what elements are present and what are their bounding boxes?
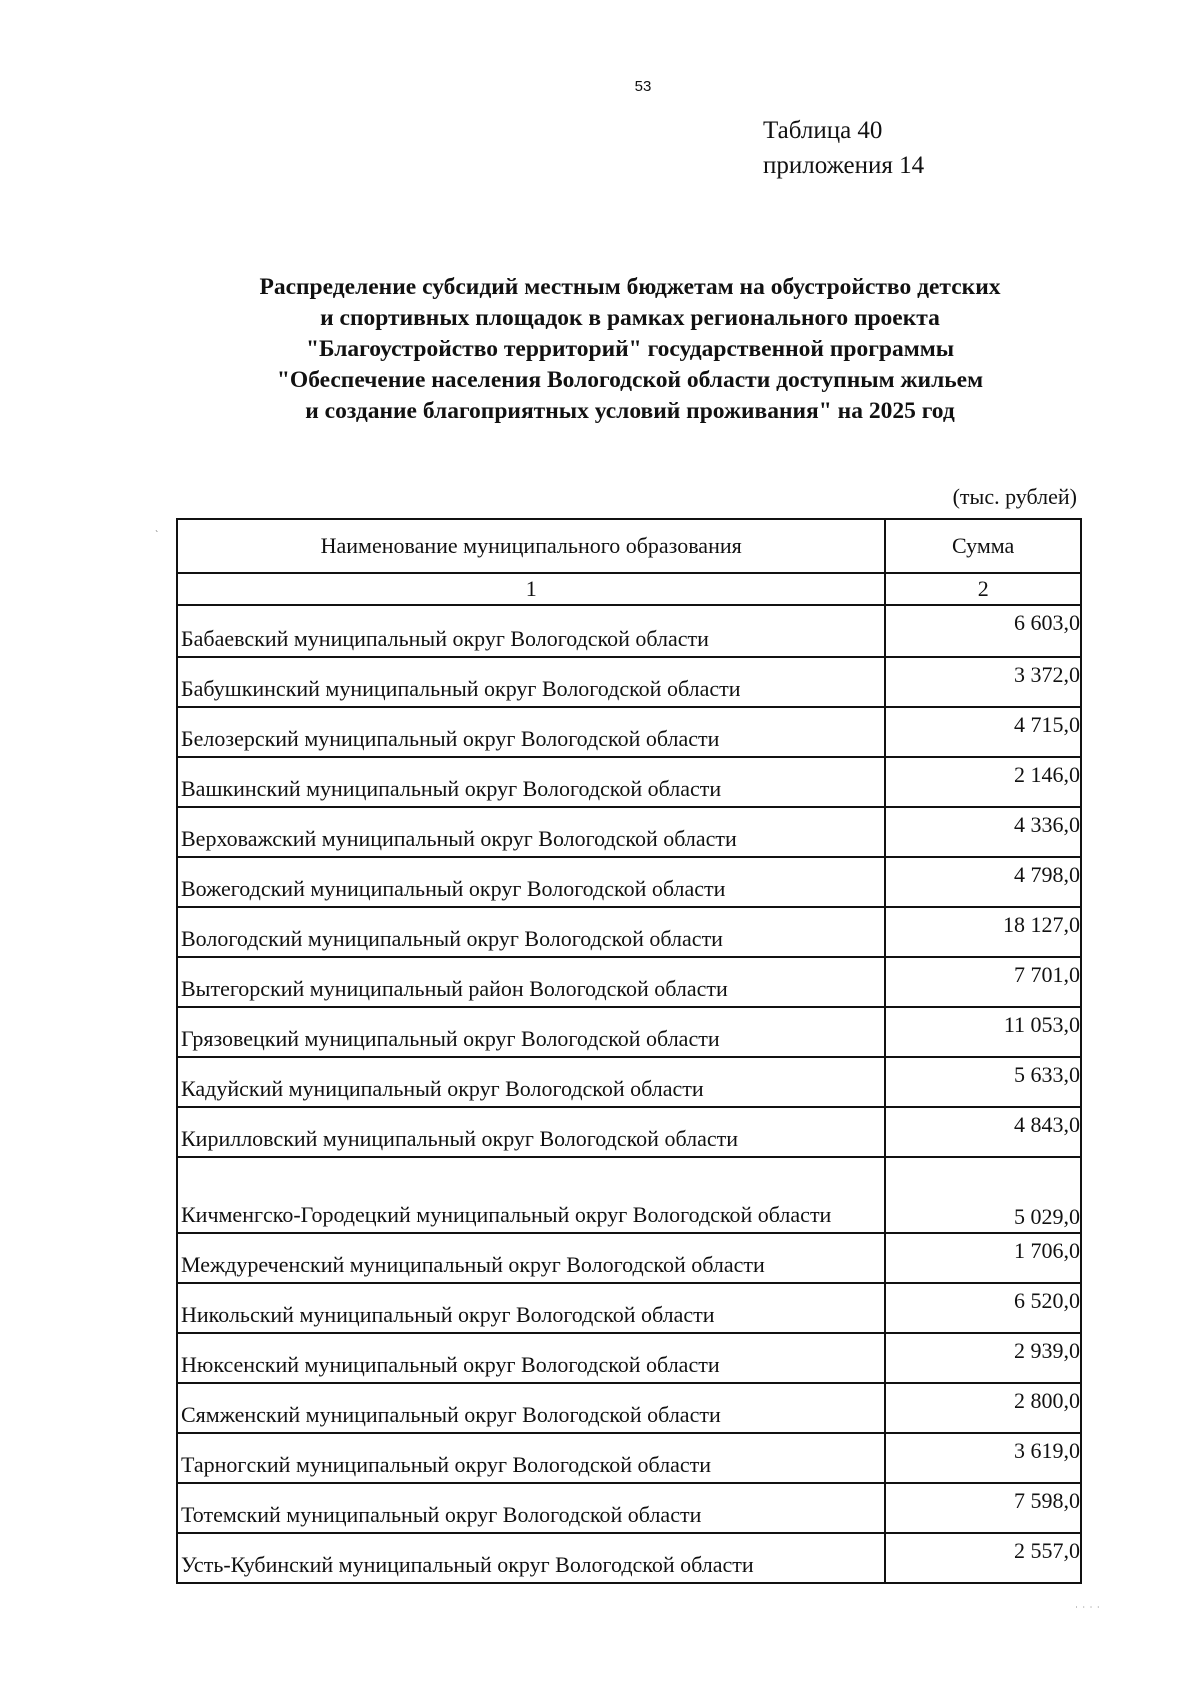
table-reference xyxy=(763,113,924,183)
table-row xyxy=(177,1533,1081,1583)
row-sum: 7 598,0 xyxy=(885,1483,1081,1533)
units-label: (тыс. рублей) xyxy=(952,484,1077,509)
row-name: Вашкинский муниципальный округ Вологодской области xyxy=(177,757,885,807)
row-sum: 5 029,0 xyxy=(885,1157,1081,1233)
row-sum: 6 603,0 xyxy=(885,605,1081,657)
title-line-1: Распределение субсидий местным бюджетам на обустройство детских xyxy=(259,274,1001,300)
table-row xyxy=(177,807,1081,857)
table-row xyxy=(177,707,1081,757)
table-row xyxy=(177,757,1081,807)
table-row xyxy=(177,1433,1081,1483)
row-name: Белозерский муниципальный округ Вологодской области xyxy=(177,707,885,757)
scan-artifact: ˙ ˙ ˙ ˙ xyxy=(1075,1605,1101,1615)
table-row xyxy=(177,1107,1081,1157)
row-name: Вожегодский муниципальный округ Вологодской области xyxy=(177,857,885,907)
row-name: Кадуйский муниципальный округ Вологодской области xyxy=(177,1057,885,1107)
table-row xyxy=(177,907,1081,957)
row-name: Кирилловский муниципальный округ Вологодской области xyxy=(177,1107,885,1157)
row-sum: 18 127,0 xyxy=(885,907,1081,957)
row-sum: 4 336,0 xyxy=(885,807,1081,857)
row-name: Тарногский муниципальный округ Вологодской области xyxy=(177,1433,885,1483)
table-reference-line-2: приложения 14 xyxy=(763,152,925,179)
row-sum: 4 843,0 xyxy=(885,1107,1081,1157)
column-number-row xyxy=(177,573,1081,605)
row-sum: 4 715,0 xyxy=(885,707,1081,757)
row-name: Вытегорский муниципальный район Вологодской области xyxy=(177,957,885,1007)
column-number-2: 2 xyxy=(885,573,1081,605)
row-sum: 1 706,0 xyxy=(885,1233,1081,1283)
table-row xyxy=(177,605,1081,657)
row-sum: 7 701,0 xyxy=(885,957,1081,1007)
table-row xyxy=(177,1383,1081,1433)
table-row xyxy=(177,1007,1081,1057)
table-row xyxy=(177,1283,1081,1333)
page-number: 53 xyxy=(634,78,652,95)
row-sum: 11 053,0 xyxy=(885,1007,1081,1057)
row-name: Никольский муниципальный округ Вологодской области xyxy=(177,1283,885,1333)
row-sum: 6 520,0 xyxy=(885,1283,1081,1333)
title-line-2: и спортивных площадок в рамках регионального проекта xyxy=(320,305,940,331)
header-sum: Сумма xyxy=(885,519,1081,573)
subsidy-table xyxy=(176,518,1082,1584)
table-row xyxy=(177,957,1081,1007)
title-line-4: "Обеспечение населения Вологодской области доступным жильем xyxy=(276,367,984,393)
row-name: Вологодский муниципальный округ Вологодской области xyxy=(177,907,885,957)
row-sum: 3 619,0 xyxy=(885,1433,1081,1483)
row-name: Сямженский муниципальный округ Вологодской области xyxy=(177,1383,885,1433)
column-number-1: 1 xyxy=(177,573,885,605)
row-name: Кичменгско-Городецкий муниципальный округ Вологодской области xyxy=(177,1157,885,1233)
table-row xyxy=(177,1057,1081,1107)
row-name: Грязовецкий муниципальный округ Вологодской области xyxy=(177,1007,885,1057)
row-name: Тотемский муниципальный округ Вологодской области xyxy=(177,1483,885,1533)
table-row xyxy=(177,1483,1081,1533)
header-name: Наименование муниципального образования xyxy=(177,519,885,573)
row-name: Бабушкинский муниципальный округ Вологодской области xyxy=(177,657,885,707)
row-name: Бабаевский муниципальный округ Вологодской области xyxy=(177,605,885,657)
table-row xyxy=(177,1333,1081,1383)
row-sum: 2 800,0 xyxy=(885,1383,1081,1433)
table-row xyxy=(177,1157,1081,1233)
table-reference-line-1: Таблица 40 xyxy=(763,117,883,144)
table-row xyxy=(177,657,1081,707)
table-row xyxy=(177,1233,1081,1283)
row-sum: 2 557,0 xyxy=(885,1533,1081,1583)
row-name: Нюксенский муниципальный округ Вологодской области xyxy=(177,1333,885,1383)
row-name: Верховажский муниципальный округ Вологодской области xyxy=(177,807,885,857)
row-sum: 3 372,0 xyxy=(885,657,1081,707)
title-line-5: и создание благоприятных условий проживания" на 2025 год xyxy=(305,398,955,424)
row-sum: 2 146,0 xyxy=(885,757,1081,807)
row-sum: 4 798,0 xyxy=(885,857,1081,907)
document-title xyxy=(170,272,1090,427)
row-name: Междуреченский муниципальный округ Вологодской области xyxy=(177,1233,885,1283)
row-sum: 2 939,0 xyxy=(885,1333,1081,1383)
table-row xyxy=(177,857,1081,907)
row-sum: 5 633,0 xyxy=(885,1057,1081,1107)
row-name: Усть-Кубинский муниципальный округ Вологодской области xyxy=(177,1533,885,1583)
scan-mark: ˋ xyxy=(155,530,159,541)
table-header-row xyxy=(177,519,1081,573)
title-line-3: "Благоустройство территорий" государственной программы xyxy=(305,336,955,362)
